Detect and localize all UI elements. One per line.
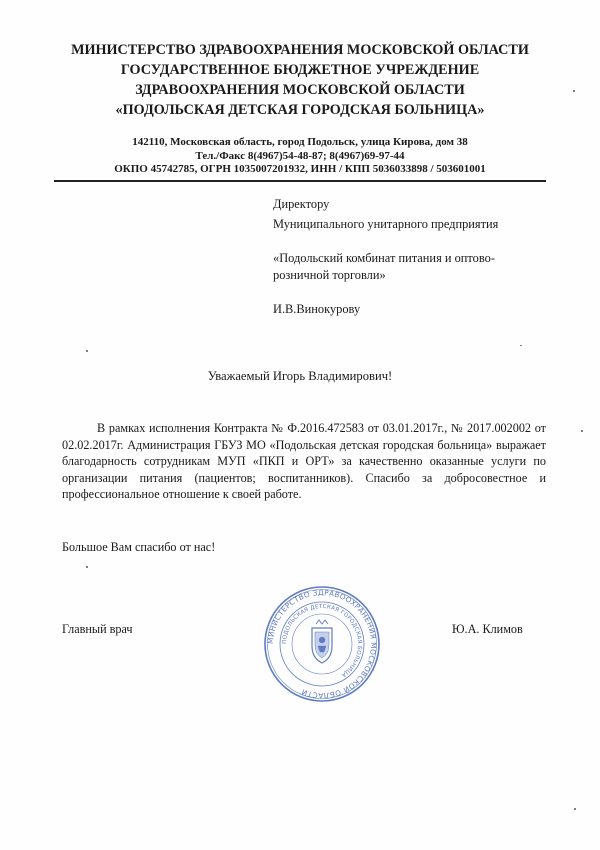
header-divider bbox=[54, 180, 546, 182]
addressee-title: Директору bbox=[273, 197, 330, 211]
letterhead-line-region: ЗДРАВООХРАНЕНИЯ МОСКОВСКОЙ ОБЛАСТИ bbox=[135, 82, 465, 98]
closing-thanks: Большое Вам спасибо от нас! bbox=[62, 540, 216, 554]
letterhead-line-hospital-name: «ПОДОЛЬСКАЯ ДЕТСКАЯ ГОРОДСКАЯ БОЛЬНИЦА» bbox=[115, 102, 485, 118]
scan-speck bbox=[520, 345, 522, 346]
letterhead bbox=[30, 40, 570, 120]
signer-position: Главный врач bbox=[62, 622, 133, 636]
scan-speck bbox=[574, 808, 576, 810]
scan-speck bbox=[581, 430, 583, 432]
addressee-block bbox=[273, 196, 548, 318]
scan-speck bbox=[86, 350, 88, 352]
official-seal-stamp bbox=[262, 584, 382, 704]
signer-name: Ю.А. Климов bbox=[452, 622, 523, 636]
coat-of-arms-emblem bbox=[312, 620, 332, 663]
letterhead-line-ministry: МИНИСТЕРСТВО ЗДРАВООХРАНЕНИЯ МОСКОВСКОЙ ОБЛАСТИ bbox=[71, 42, 529, 58]
codes-line: ОКПО 45742785, ОГРН 1035007201932, ИНН / КПП 5036033898 / 503601001 bbox=[114, 163, 486, 175]
addressee-company-line-1: «Подольский комбинат питания и оптово- bbox=[273, 251, 495, 265]
scan-speck bbox=[86, 566, 88, 568]
addressee-company-line-2: розничной торговли» bbox=[273, 268, 386, 282]
addressee-person: И.В.Винокурову bbox=[273, 302, 361, 316]
addressee-org: Муниципального унитарного предприятия bbox=[273, 217, 499, 231]
contact-block bbox=[30, 136, 570, 177]
letterhead-line-institution-type: ГОСУДАРСТВЕННОЕ БЮДЖЕТНОЕ УЧРЕЖДЕНИЕ bbox=[120, 62, 480, 78]
letter-body: В рамках исполнения Контракта № Ф.2016.472583 от 03.01.2017г., № 2017.002002 от 02.02.2017г. Администрация ГБУЗ МО «Подольская детская городская больница» выражает благодарность сотрудникам МУП «ПКП и ОРТ» за качественно оказанные услуги по организации питания (пациентов; воспитанников). Спасибо за добросовестное и профессиональное отношение к своей работе. bbox=[62, 421, 546, 501]
stamp-inner-text: ПОДОЛЬСКАЯ ДЕТСКАЯ ГОРОДСКАЯ БОЛЬНИЦА bbox=[281, 603, 363, 678]
phone-line: Тел./Факс 8(4967)54-48-87; 8(4967)69-97-44 bbox=[195, 149, 405, 162]
greeting: Уважаемый Игорь Владимирович! bbox=[207, 369, 393, 383]
stamp-outer-text: МИНИСТЕРСТВО ЗДРАВООХРАНЕНИЯ МОСКОВСКОЙ ОБЛАСТИ bbox=[265, 587, 379, 701]
scan-speck bbox=[573, 90, 575, 92]
address-line: 142110, Московская область, город Подольск, улица Кирова, дом 38 bbox=[132, 136, 468, 148]
